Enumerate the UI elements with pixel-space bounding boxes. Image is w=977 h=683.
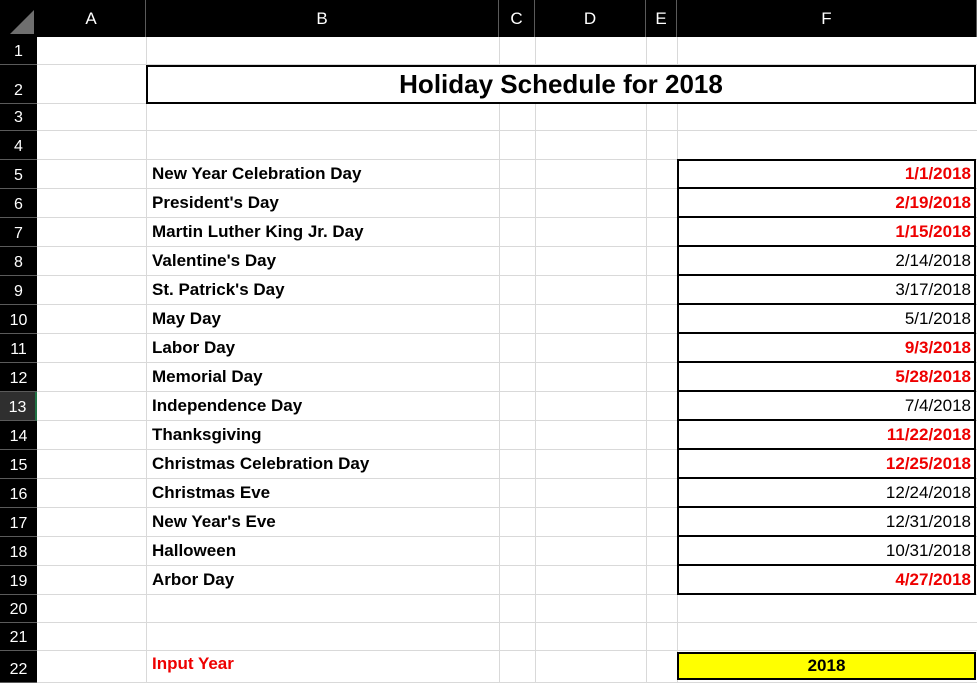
holiday-date-cell[interactable] xyxy=(677,363,976,392)
row-header-15[interactable]: 15 xyxy=(0,450,37,479)
holiday-date-cell[interactable] xyxy=(677,508,976,537)
holiday-date: 5/28/2018 xyxy=(895,366,971,386)
row-header-1[interactable]: 1 xyxy=(0,37,37,65)
column-header-b[interactable]: B xyxy=(146,0,499,37)
holiday-date-cell[interactable] xyxy=(677,305,976,334)
holiday-date-cell[interactable] xyxy=(677,218,976,247)
holiday-date-cell[interactable] xyxy=(677,334,976,363)
holiday-name: Christmas Eve xyxy=(152,483,271,502)
holiday-name: New Year's Eve xyxy=(152,512,276,531)
holiday-date-cell[interactable] xyxy=(677,421,976,450)
holiday-date: 7/4/2018 xyxy=(904,395,971,415)
row-gridline xyxy=(37,130,977,131)
column-header-d[interactable]: D xyxy=(535,0,646,37)
row-header-10[interactable]: 10 xyxy=(0,305,37,334)
holiday-name: Valentine's Day xyxy=(152,251,277,270)
holiday-name: Halloween xyxy=(152,541,237,560)
row-header-14[interactable]: 14 xyxy=(0,421,37,450)
holiday-date-cell[interactable] xyxy=(677,566,976,595)
holiday-date: 1/15/2018 xyxy=(895,221,971,241)
row-header-16[interactable]: 16 xyxy=(0,479,37,508)
row-header-4[interactable]: 4 xyxy=(0,131,37,160)
holiday-date: 9/3/2018 xyxy=(904,337,971,357)
holiday-date: 2/14/2018 xyxy=(895,250,971,270)
holiday-date-cell[interactable] xyxy=(677,392,976,421)
holiday-date: 12/24/2018 xyxy=(885,482,971,502)
input-year-cell[interactable] xyxy=(677,652,976,680)
holiday-date: 2/19/2018 xyxy=(895,192,971,212)
row-header-6[interactable]: 6 xyxy=(0,189,37,218)
holiday-date: 12/31/2018 xyxy=(885,511,971,531)
title-cell[interactable] xyxy=(146,65,976,104)
row-header-18[interactable]: 18 xyxy=(0,537,37,566)
column-header-f[interactable]: F xyxy=(677,0,977,37)
holiday-date: 10/31/2018 xyxy=(885,540,971,560)
row-header-11[interactable]: 11 xyxy=(0,334,37,363)
row-header-19[interactable]: 19 xyxy=(0,566,37,595)
holiday-date-cell[interactable] xyxy=(677,276,976,305)
holiday-date: 12/25/2018 xyxy=(885,453,971,473)
holiday-name: Arbor Day xyxy=(152,570,235,589)
holiday-date: 3/17/2018 xyxy=(895,279,971,299)
holiday-name: Independence Day xyxy=(152,396,303,415)
column-header-e[interactable]: E xyxy=(646,0,677,37)
column-header-a[interactable]: A xyxy=(37,0,146,37)
row-header-13[interactable]: 13 xyxy=(0,392,37,421)
holiday-name: Martin Luther King Jr. Day xyxy=(152,222,364,241)
holiday-name: Thanksgiving xyxy=(152,425,262,444)
holiday-date-cell[interactable] xyxy=(677,189,976,218)
row-header-12[interactable]: 12 xyxy=(0,363,37,392)
row-header-3[interactable]: 3 xyxy=(0,104,37,131)
holiday-date-cell[interactable] xyxy=(677,479,976,508)
holiday-name: Memorial Day xyxy=(152,367,263,386)
row-header-9[interactable]: 9 xyxy=(0,276,37,305)
holiday-date-cell[interactable] xyxy=(677,159,976,189)
row-header-17[interactable]: 17 xyxy=(0,508,37,537)
input-year-label: Input Year xyxy=(152,654,234,673)
row-header-20[interactable]: 20 xyxy=(0,595,37,623)
holiday-date-cell[interactable] xyxy=(677,537,976,566)
holiday-name: Labor Day xyxy=(152,338,236,357)
select-all-triangle-icon xyxy=(10,10,34,34)
holiday-date: 5/1/2018 xyxy=(904,308,971,328)
row-header-2[interactable]: 2 xyxy=(0,65,37,104)
holiday-date: 4/27/2018 xyxy=(895,569,971,589)
holiday-name: New Year Celebration Day xyxy=(152,164,362,183)
holiday-date: 11/22/2018 xyxy=(886,424,971,444)
holiday-name: May Day xyxy=(152,309,221,328)
holiday-date-cell[interactable] xyxy=(677,247,976,276)
row-header-8[interactable]: 8 xyxy=(0,247,37,276)
row-gridline xyxy=(37,622,977,623)
holiday-name: St. Patrick's Day xyxy=(152,280,285,299)
holiday-name: Christmas Celebration Day xyxy=(152,454,370,473)
column-header-c[interactable]: C xyxy=(499,0,535,37)
sheet-title: Holiday Schedule for 2018 xyxy=(399,69,723,99)
select-all-button[interactable] xyxy=(0,0,37,37)
row-header-21[interactable]: 21 xyxy=(0,623,37,651)
row-gridline xyxy=(37,650,977,651)
holiday-date-cell[interactable] xyxy=(677,450,976,479)
row-header-22[interactable]: 22 xyxy=(0,651,37,683)
holiday-name: President's Day xyxy=(152,193,279,212)
row-header-5[interactable]: 5 xyxy=(0,160,37,189)
input-year-value: 2018 xyxy=(807,656,846,675)
holiday-date: 1/1/2018 xyxy=(904,164,971,183)
row-header-7[interactable]: 7 xyxy=(0,218,37,247)
